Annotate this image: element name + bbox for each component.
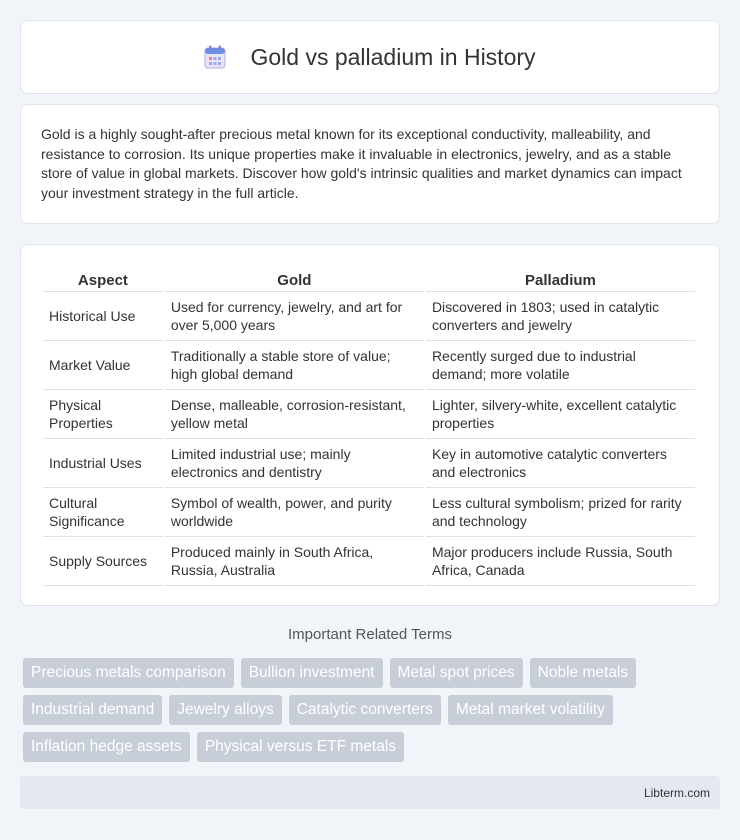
intro-paragraph: Gold is a highly sought-after precious metal known for its exceptional conductivity, malleability, and resistance to corrosion. Its unique properties make it invaluable in electronics, jewelry, and as a stable store of value in global markets. Discover how gold's intrinsic qualities and market dynamics can impact your investment strategy in the full article. — [41, 126, 682, 201]
related-term-tag[interactable]: Metal market volatility — [448, 695, 613, 725]
related-term-tag[interactable]: Catalytic converters — [289, 695, 441, 725]
cell-gold: Traditionally a stable store of value; high global demand — [165, 341, 424, 390]
related-term-tag[interactable]: Metal spot prices — [390, 658, 523, 688]
cell-gold: Dense, malleable, corrosion-resistant, yellow metal — [165, 390, 424, 439]
cell-aspect: Supply Sources — [43, 537, 163, 586]
cell-aspect: Cultural Significance — [43, 488, 163, 537]
table-row — [43, 390, 695, 439]
table-row — [43, 439, 695, 488]
table-row — [43, 488, 695, 537]
page-title: Gold vs palladium in History — [250, 43, 536, 70]
cell-palladium: Key in automotive catalytic converters and electronics — [426, 439, 695, 488]
related-term-tag[interactable]: Industrial demand — [23, 695, 162, 725]
calendar-icon — [204, 45, 226, 69]
header-aspect: Aspect — [43, 265, 163, 292]
cell-gold: Produced mainly in South Africa, Russia, Australia — [165, 537, 424, 586]
related-term-tag[interactable]: Bullion investment — [241, 658, 383, 688]
table-row — [43, 341, 695, 390]
footer — [20, 776, 720, 809]
related-term-tag[interactable]: Physical versus ETF metals — [197, 732, 404, 762]
related-term-tag[interactable]: Noble metals — [530, 658, 636, 688]
intro-card — [20, 104, 720, 224]
cell-gold: Limited industrial use; mainly electronics and dentistry — [165, 439, 424, 488]
cell-aspect: Historical Use — [43, 292, 163, 341]
cell-palladium: Recently surged due to industrial demand; more volatile — [426, 341, 695, 390]
comparison-table — [41, 265, 697, 586]
cell-palladium: Major producers include Russia, South Africa, Canada — [426, 537, 695, 586]
title-card — [20, 20, 720, 94]
table-header-row — [43, 265, 695, 292]
table-row — [43, 537, 695, 586]
related-terms-title: Important Related Terms — [288, 626, 452, 643]
header-gold: Gold — [165, 265, 424, 292]
cell-gold: Symbol of wealth, power, and purity worldwide — [165, 488, 424, 537]
cell-palladium: Lighter, silvery-white, excellent catalytic properties — [426, 390, 695, 439]
cell-aspect: Physical Properties — [43, 390, 163, 439]
header-palladium: Palladium — [426, 265, 695, 292]
comparison-table-card — [20, 244, 720, 606]
cell-palladium: Less cultural symbolism; prized for rarity and technology — [426, 488, 695, 537]
cell-aspect: Industrial Uses — [43, 439, 163, 488]
cell-gold: Used for currency, jewelry, and art for over 5,000 years — [165, 292, 424, 341]
cell-palladium: Discovered in 1803; used in catalytic converters and jewelry — [426, 292, 695, 341]
cell-aspect: Market Value — [43, 341, 163, 390]
footer-site-link[interactable]: Libterm.com — [643, 785, 710, 800]
table-row — [43, 292, 695, 341]
related-term-tag[interactable]: Precious metals comparison — [23, 658, 234, 688]
related-term-tag[interactable]: Inflation hedge assets — [23, 732, 190, 762]
related-terms-tags — [23, 658, 723, 762]
related-term-tag[interactable]: Jewelry alloys — [169, 695, 281, 725]
